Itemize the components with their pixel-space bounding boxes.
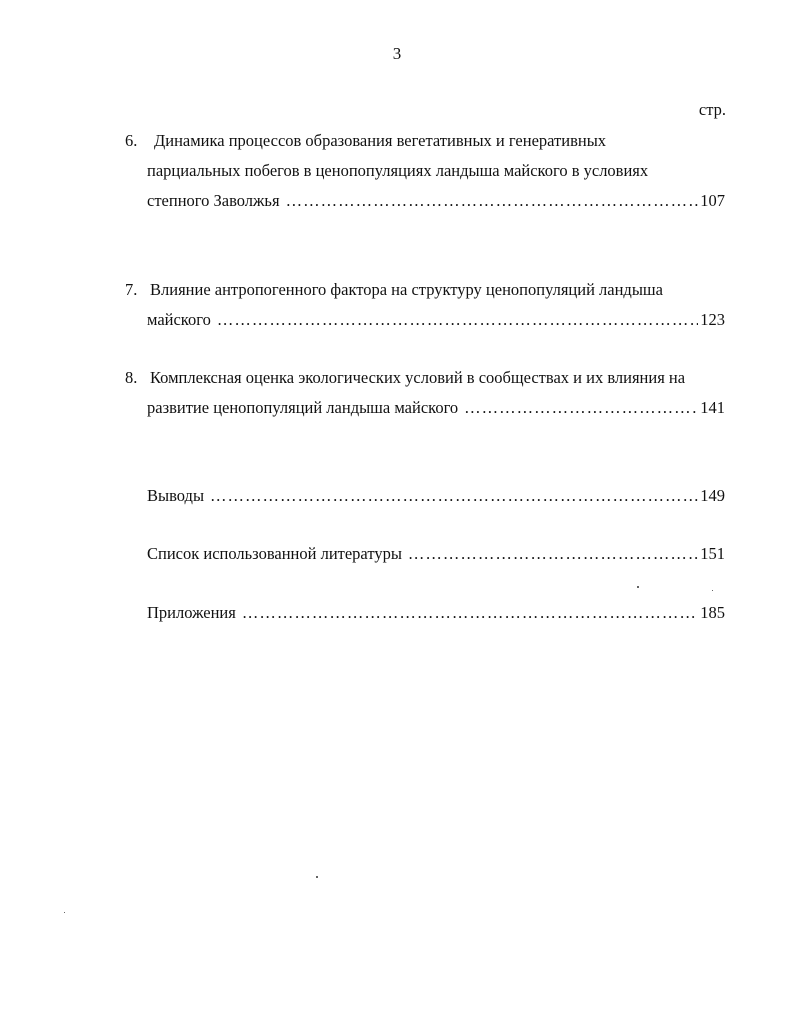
dot-leader: [464, 398, 698, 418]
entry-title-line: степного Заволжья: [147, 191, 280, 210]
entry-leader-line: [147, 310, 725, 330]
entry-page-number: 107: [700, 191, 725, 210]
toc-entry-appendices: [147, 603, 725, 623]
entry-title-line: парциальных побегов в ценопопуляциях ландыша майского в условиях: [147, 161, 649, 180]
entry-number: 8.: [125, 368, 138, 387]
scan-speck: [637, 586, 639, 588]
toc-entry-bibliography: [147, 544, 725, 564]
dot-leader: [286, 191, 699, 211]
dot-leader: [242, 603, 698, 623]
scan-speck: [64, 912, 65, 913]
entry-page-number: 149: [700, 486, 725, 505]
entry-title: Выводы: [147, 486, 205, 505]
toc-entry-conclusions: [147, 486, 725, 506]
entry-page-number: 151: [700, 544, 725, 563]
entry-title-line: развитие ценопопуляций ландыша майского: [147, 398, 459, 417]
entry-leader-line: [147, 398, 725, 418]
page-number: 3: [392, 44, 402, 63]
entry-title-line: Динамика процессов образования вегетативных и генеративных: [154, 131, 607, 150]
entry-title-line: Влияние антропогенного фактора на структуру ценопопуляций ландыша: [150, 280, 663, 299]
entry-title-line: Комплексная оценка экологических условий в сообществах и их влияния на: [150, 368, 686, 387]
entry-number: 6.: [125, 131, 138, 150]
entry-leader-line: [147, 191, 725, 211]
page-column-heading: стр.: [698, 100, 726, 119]
entry-page-number: 141: [700, 398, 725, 417]
dot-leader: [217, 310, 698, 330]
entry-title: Список использованной литературы: [147, 544, 402, 563]
entry-page-number: 185: [700, 603, 725, 622]
scan-speck: [712, 590, 713, 591]
entry-title-line: майского: [147, 310, 211, 329]
entry-page-number: 123: [700, 310, 725, 329]
scan-speck: [316, 876, 318, 878]
entry-title: Приложения: [147, 603, 236, 622]
dot-leader: [408, 544, 698, 564]
dot-leader: [210, 486, 698, 506]
entry-number: 7.: [125, 280, 138, 299]
